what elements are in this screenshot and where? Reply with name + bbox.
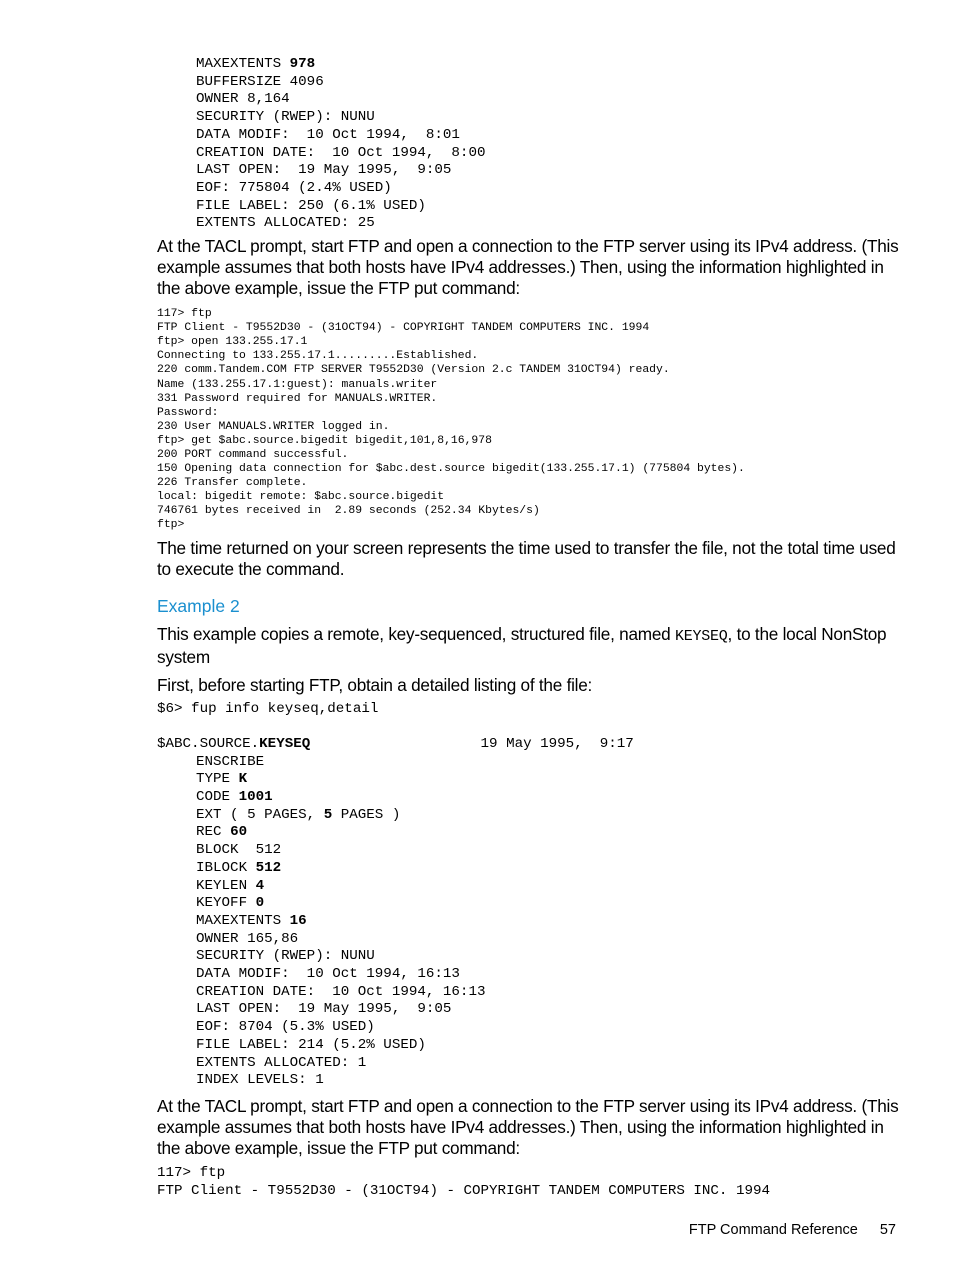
file-info-line: CREATION DATE: 10 Oct 1994, 8:00 — [196, 144, 486, 161]
file-info-line: MAXEXTENTS 978 — [196, 56, 316, 72]
highlighted-value: 978 — [289, 56, 316, 72]
highlighted-value: 512 — [255, 859, 282, 876]
file-info-line: LAST OPEN: 19 May 1995, 9:05 — [196, 162, 452, 179]
highlighted-value: K — [238, 771, 248, 788]
file-info-line: EXTENTS ALLOCATED: 1 — [196, 1054, 367, 1071]
file-info-line: EOF: 8704 (5.3% USED) — [196, 1019, 375, 1036]
file-info-line: EXT ( 5 PAGES, 5 PAGES ) — [196, 806, 401, 823]
fup-command: $6> fup info keyseq,detail — [157, 700, 379, 717]
file-info-line: BUFFERSIZE 4096 — [196, 73, 324, 90]
ftp-session-output-2: 117> ftp FTP Client - T9552D30 - (31OCT94) - COPYRIGHT TANDEM COMPUTERS INC. 1994 — [157, 1164, 770, 1199]
file-info-line: OWNER 165,86 — [196, 930, 299, 947]
file-info-line: EOF: 775804 (2.4% USED) — [196, 179, 392, 196]
file-info-line: BLOCK 512 — [196, 842, 282, 859]
highlighted-value: 60 — [230, 824, 248, 841]
highlighted-value: 16 — [289, 912, 307, 929]
file-info-line: CREATION DATE: 10 Oct 1994, 16:13 — [196, 983, 486, 1000]
file-info-line: DATA MODIF: 10 Oct 1994, 8:01 — [196, 126, 460, 143]
inline-code-keyseq: KEYSEQ — [675, 627, 728, 645]
file-info-line: KEYOFF 0 — [196, 895, 265, 912]
file-info-line: TYPE K — [196, 771, 248, 788]
file-info-line: EXTENTS ALLOCATED: 25 — [196, 215, 375, 232]
ftp-session-output-1: 117> ftp FTP Client - T9552D30 - (31OCT94) - COPYRIGHT TANDEM COMPUTERS INC. 1994 ftp> open 133.255.17.1 Connecting to 133.255.17.1.........Established. 220 comm.Tandem.COM FTP SERVER T9552D30 (Version 2.c TANDEM 31OCT94) ready. Name (133.255.17.1:guest): manuals.writer 331 Password required for MANUALS.WRITER. Password: 230 User MANUALS.WRITER logged in. ftp> get $abc.source.bigedit bigedit,101,8,16,978 200 PORT command successful. 150 Opening data connection for $abc.dest.source bigedit(133.255.17.1) (775804 bytes). 226 Transfer complete. local: bigedit remote: $abc.source.bigedit 746761 bytes received in 2.89 seconds (252.34 Kbytes/s) ftp> — [157, 308, 745, 532]
file-info-line: SECURITY (RWEP): NUNU — [196, 948, 375, 965]
file-info-line: ENSCRIBE — [196, 753, 265, 770]
footer-section-title: FTP Command Reference — [688, 1222, 858, 1238]
file-info-line: LAST OPEN: 19 May 1995, 9:05 — [196, 1001, 452, 1018]
highlighted-value: 4 — [255, 877, 265, 894]
file-name-keyseq: KEYSEQ — [259, 735, 311, 752]
file-info-line: KEYLEN 4 — [196, 877, 265, 894]
highlighted-value: 5 — [323, 806, 333, 823]
file-info-block-2 — [157, 754, 902, 1090]
file-info-block-1 — [157, 56, 902, 233]
paragraph-tacl-prompt-2: At the TACL prompt, start FTP and open a connection to the FTP server using its IPv4 address. (This example assumes that both hosts have IPv4 addresses.) Then, using the information highlighted in the above example, issue the FTP put command: — [157, 1095, 899, 1158]
file-info-line: REC 60 — [196, 824, 248, 841]
file-info-line: INDEX LEVELS: 1 — [196, 1072, 324, 1089]
file-info-line: DATA MODIF: 10 Oct 1994, 16:13 — [196, 966, 460, 983]
file-header-line: $ABC.SOURCE.KEYSEQ 19 May 1995, 9:17 — [157, 735, 634, 752]
footer-page-number: 57 — [879, 1222, 896, 1238]
paragraph-time-returned: The time returned on your screen represents the time used to transfer the file, not the total time used to execute the command. — [157, 537, 896, 579]
file-info-line: CODE 1001 — [196, 789, 273, 806]
file-info-line: SECURITY (RWEP): NUNU — [196, 109, 375, 126]
file-info-line: FILE LABEL: 250 (6.1% USED) — [196, 197, 426, 214]
paragraph-example-2-desc: This example copies a remote, key-sequenced, structured file, named KEYSEQ, to the local NonStop system — [157, 623, 887, 667]
paragraph-first-listing: First, before starting FTP, obtain a detailed listing of the file: — [157, 674, 593, 695]
file-info-line: FILE LABEL: 214 (5.2% USED) — [196, 1036, 426, 1053]
highlighted-value: 0 — [255, 895, 265, 912]
highlighted-value: 1001 — [238, 789, 273, 806]
file-info-line: OWNER 8,164 — [196, 91, 290, 108]
paragraph-tacl-prompt-1: At the TACL prompt, start FTP and open a connection to the FTP server using its IPv4 address. (This example assumes that both hosts have IPv4 addresses.) Then, using the information highlighted in the above example, issue the FTP put command: — [157, 236, 899, 299]
file-info-line: IBLOCK 512 — [196, 859, 282, 876]
file-info-line: MAXEXTENTS 16 — [196, 912, 307, 929]
page-content — [157, 56, 902, 1200]
example-2-heading: Example 2 — [157, 595, 240, 616]
page-footer — [689, 1222, 896, 1238]
